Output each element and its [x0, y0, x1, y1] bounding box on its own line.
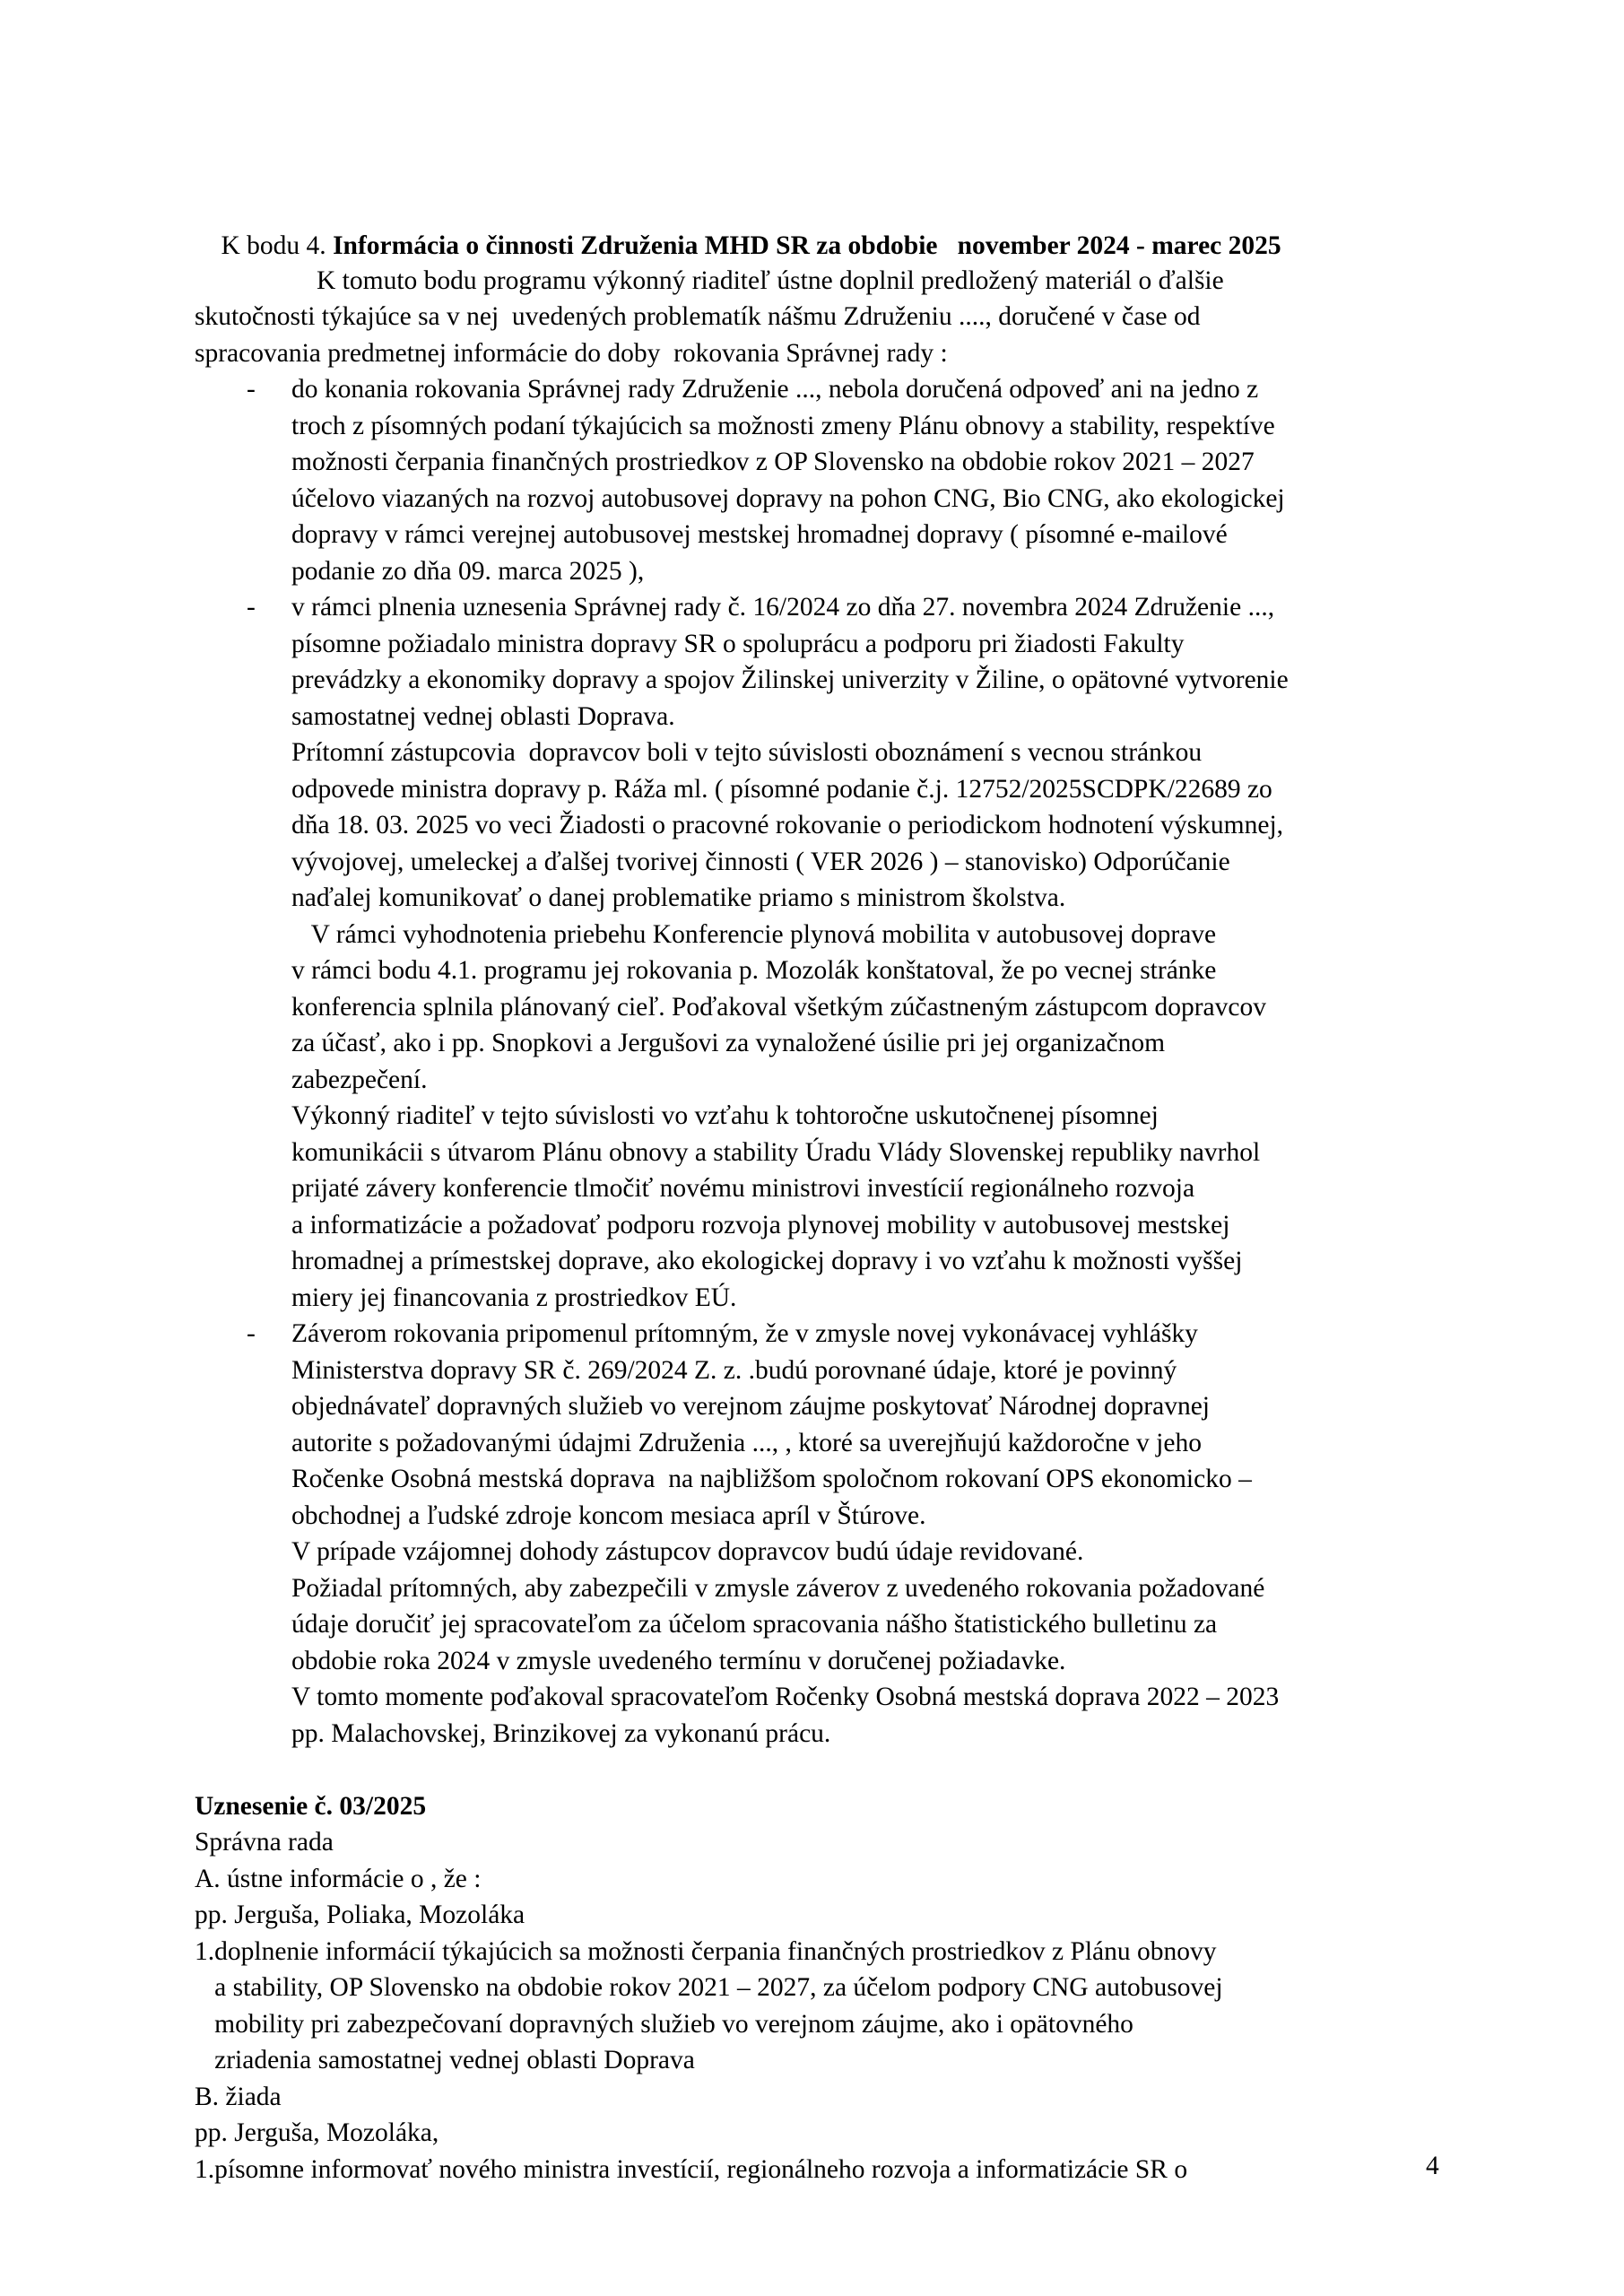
bullet-line: obchodnej a ľudské zdroje koncom mesiaca apríl v Štúrove. — [291, 1501, 926, 1530]
intro-line: K tomuto bodu programu výkonný riaditeľ ústne doplnil predložený materiál o ďalšie — [317, 266, 1224, 295]
bullet-line: do konania rokovania Správnej rady Združenie ..., nebola doručená odpoveď ani na jedno z — [291, 375, 1259, 404]
bullet-line: Prítomní zástupcovia dopravcov boli v tejto súvislosti oboznámení s vecnou stránkou — [291, 738, 1203, 767]
resolution-line: 1.doplnenie informácií týkajúcich sa možnosti čerpania finančných prostriedkov z Plánu obnovy — [195, 1937, 1217, 1966]
bullet-line: Ministerstva dopravy SR č. 269/2024 Z. z. .budú porovnané údaje, ktoré je povinný — [291, 1356, 1177, 1385]
resolution-line: zriadenia samostatnej vednej oblasti Doprava — [195, 2046, 695, 2074]
bullet-line: naďalej komunikovať o danej problematike priamo s ministrom školstva. — [291, 883, 1066, 912]
resolution-line: pp. Jerguša, Mozoláka, — [195, 2118, 439, 2147]
bullet-line: prevádzky a ekonomiky dopravy a spojov Žilinskej univerzity v Žiline, o opätovné vytvorenie — [291, 665, 1289, 694]
bullet-line: údaje doručiť jej spracovateľom za účelom spracovania nášho štatistického bulletinu za — [291, 1610, 1218, 1639]
bullet-line: podanie zo dňa 09. marca 2025 ), — [291, 557, 645, 586]
bullet-line: hromadnej a prímestskej doprave, ako ekologickej dopravy i vo vzťahu k možnosti vyššej — [291, 1247, 1243, 1275]
bullet-line: v rámci bodu 4.1. programu jej rokovania p. Mozolák konštatoval, že po vecnej stránke — [291, 956, 1217, 985]
resolution-line: a stability, OP Slovensko na obdobie rokov 2021 – 2027, za účelom podpory CNG autobusovej — [195, 1973, 1223, 2002]
page-number: 4 — [1426, 2152, 1439, 2180]
resolution-line: A. ústne informácie o , že : — [195, 1865, 482, 1893]
bullet-line: Požiadal prítomných, aby zabezpečili v zmysle záverov z uvedeného rokovania požadované — [291, 1574, 1265, 1603]
heading-prefix: K bodu 4. — [221, 230, 334, 260]
bullet-line: Ročenke Osobná mestská doprava na najbližšom spoločnom rokovaní OPS ekonomicko – — [291, 1465, 1252, 1493]
bullet-line: obdobie roka 2024 v zmysle uvedeného termínu v doručenej požiadavke. — [291, 1647, 1066, 1675]
bullet-line: možnosti čerpania finančných prostriedkov z OP Slovensko na obdobie rokov 2021 – 2027 — [291, 448, 1255, 476]
bullet-line: troch z písomných podaní týkajúcich sa možnosti zmeny Plánu obnovy a stability, respektíve — [291, 412, 1275, 440]
bullet-line: komunikácii s útvarom Plánu obnovy a stability Úradu Vlády Slovenskej republiky navrhol — [291, 1138, 1261, 1167]
bullet-line: Záverom rokovania pripomenul prítomným, že v zmysle novej vykonávacej vyhlášky — [291, 1319, 1198, 1348]
bullet-line: dňa 18. 03. 2025 vo veci Žiadosti o pracovné rokovanie o periodickom hodnotení výskumnej, — [291, 811, 1284, 839]
heading-title: Informácia o činnosti Združenia MHD SR za obdobie november 2024 - marec 2025 — [333, 230, 1281, 260]
bullet-line: Výkonný riaditeľ v tejto súvislosti vo vzťahu k tohtoročne uskutočnenej písomnej — [291, 1101, 1159, 1130]
bullet-line: odpovede ministra dopravy p. Ráža ml. ( písomné podanie č.j. 12752/2025SCDPK/22689 zo — [291, 775, 1272, 804]
bullet-line: za účasť, ako i pp. Snopkovi a Jergušovi za vynaložené úsilie pri jej organizačnom — [291, 1029, 1166, 1057]
bullet-line: v rámci plnenia uznesenia Správnej rady č. 16/2024 zo dňa 27. novembra 2024 Združenie ..., — [291, 593, 1275, 622]
bullet-line: V prípade vzájomnej dohody zástupcov dopravcov budú údaje revidované. — [291, 1537, 1084, 1566]
intro-line: spracovania predmetnej informácie do doby rokovania Správnej rady : — [195, 339, 948, 368]
bullet-line: a informatizácie a požadovať podporu rozvoja plynovej mobility v autobusovej mestskej — [291, 1211, 1230, 1239]
resolution-line: pp. Jerguša, Poliaka, Mozoláka — [195, 1900, 525, 1929]
bullet-line: konferencia splnila plánovaný cieľ. Poďakoval všetkým zúčastneným zástupcom dopravcov — [291, 993, 1266, 1022]
resolution-line: Správna rada — [195, 1828, 334, 1857]
bullet-line: účelovo viazaných na rozvoj autobusovej dopravy na pohon CNG, Bio CNG, ako ekologickej — [291, 484, 1285, 513]
bullet-line: objednávateľ dopravných služieb vo verejnom záujme poskytovať Národnej dopravnej — [291, 1392, 1210, 1421]
bullet-line: V tomto momente poďakoval spracovateľom Ročenky Osobná mestská doprava 2022 – 2023 — [291, 1683, 1280, 1711]
bullet-line: samostatnej vednej oblasti Doprava. — [291, 702, 675, 731]
bullet-line: miery jej financovania z prostriedkov EÚ. — [291, 1283, 737, 1312]
bullet-line: písomne požiadalo ministra dopravy SR o spoluprácu a podporu pri žiadosti Fakulty — [291, 630, 1185, 658]
resolution-line: mobility pri zabezpečovaní dopravných služieb vo verejnom záujme, ako i opätovného — [195, 2010, 1133, 2039]
bullet-marker: - — [247, 375, 256, 404]
bullet-marker: - — [247, 1319, 256, 1348]
intro-line: skutočnosti týkajúce sa v nej uvedených problematík nášmu Združeniu ...., doručené v čase od — [195, 302, 1201, 331]
resolution-title: Uznesenie č. 03/2025 — [195, 1792, 427, 1821]
bullet-line: autorite s požadovanými údajmi Združenia ..., , ktoré sa uverejňujú každoročne v jeho — [291, 1429, 1202, 1457]
bullet-marker: - — [247, 593, 256, 622]
bullet-line: pp. Malachovskej, Brinzikovej za vykonanú prácu. — [291, 1719, 831, 1748]
resolution-line: 1.písomne informovať nového ministra investícií, regionálneho rozvoja a informatizácie SR o — [195, 2155, 1188, 2184]
bullet-line: vývojovej, umeleckej a ďalšej tvorivej činnosti ( VER 2026 ) – stanovisko) Odporúčanie — [291, 848, 1230, 876]
bullet-line: zabezpečení. — [291, 1065, 428, 1094]
resolution-line: B. žiada — [195, 2083, 282, 2111]
bullet-line: V rámci vyhodnotenia priebehu Konferencie plynová mobilita v autobusovej doprave — [291, 920, 1217, 949]
bullet-line: prijaté závery konferencie tlmočiť novému ministrovi investícií regionálneho rozvoja — [291, 1174, 1195, 1203]
bullet-line: dopravy v rámci verejnej autobusovej mestskej hromadnej dopravy ( písomné e-mailové — [291, 520, 1228, 549]
